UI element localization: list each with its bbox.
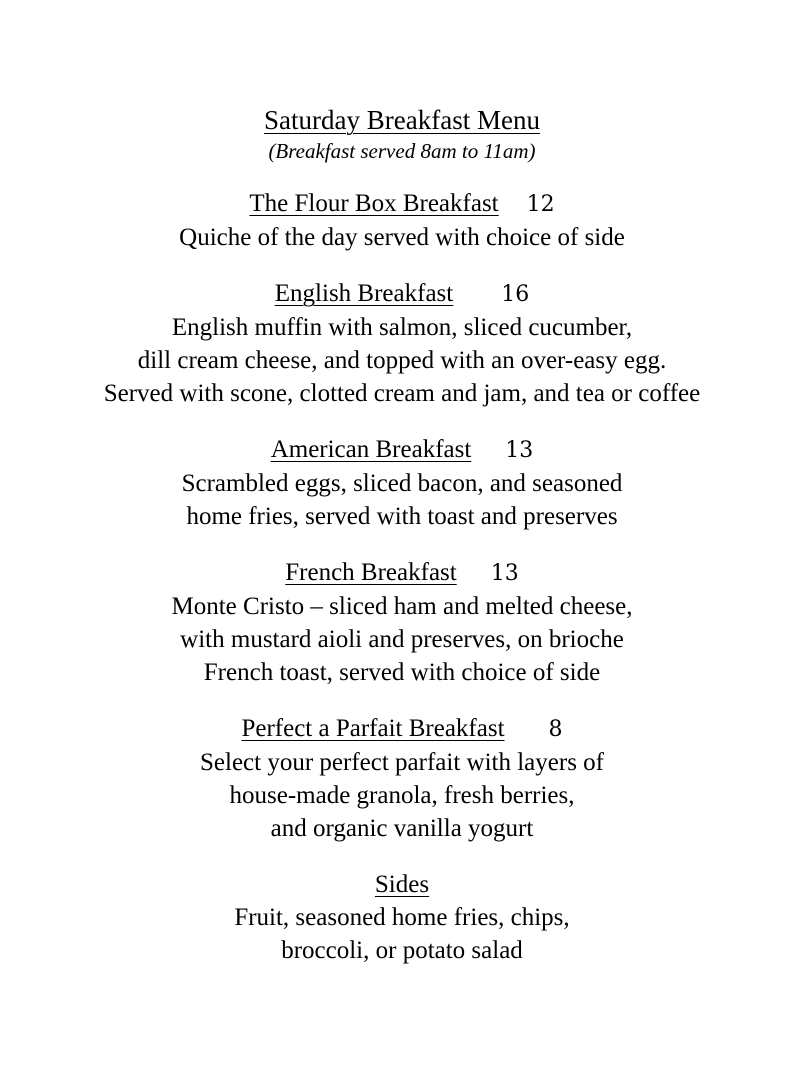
item-description-line: Fruit, seasoned home fries, chips,: [234, 904, 570, 931]
item-name: The Flour Box Breakfast: [249, 190, 499, 217]
menu-title: Saturday Breakfast Menu: [264, 105, 540, 135]
section-heading: [0, 277, 804, 311]
menu-section-parfait: [0, 712, 804, 845]
item-price: 13: [505, 438, 534, 463]
item-description-line: and organic vanilla yogurt: [270, 815, 534, 842]
menu-section-flour-box: [0, 187, 804, 254]
item-description-line: Select your perfect parfait with layers of: [200, 749, 604, 776]
item-description-line: Served with scone, clotted cream and jam, and tea or coffee: [103, 380, 701, 407]
item-description-line: broccoli, or potato salad: [281, 937, 523, 964]
menu-section-french: [0, 556, 804, 689]
item-description-line: with mustard aioli and preserves, on brioche: [180, 626, 624, 653]
item-description-line: Quiche of the day served with choice of side: [179, 224, 625, 251]
menu-section-american: [0, 433, 804, 533]
item-name: French Breakfast: [285, 559, 457, 586]
section-heading: [0, 433, 804, 467]
item-description-line: French toast, served with choice of side: [203, 659, 601, 686]
item-name: English Breakfast: [274, 280, 454, 307]
item-price: 12: [526, 192, 555, 217]
item-price: 16: [501, 282, 530, 307]
menu-section-sides: [0, 868, 804, 967]
section-heading: [0, 187, 804, 221]
item-description-line: Monte Cristo – sliced ham and melted cheese,: [171, 593, 633, 620]
item-description-line: Scrambled eggs, sliced bacon, and seasoned: [181, 470, 623, 497]
item-description-line: English muffin with salmon, sliced cucumber,: [171, 314, 633, 341]
item-description-line: house-made granola, fresh berries,: [229, 782, 575, 809]
section-heading: [0, 868, 804, 901]
section-heading: [0, 556, 804, 590]
item-price: 13: [490, 561, 519, 586]
item-description-line: dill cream cheese, and topped with an over-easy egg.: [137, 347, 667, 374]
item-name: American Breakfast: [270, 436, 472, 463]
menu-subtitle: (Breakfast served 8am to 11am): [268, 139, 536, 163]
section-heading: [0, 712, 804, 746]
item-name: Perfect a Parfait Breakfast: [241, 715, 505, 742]
item-description-line: home fries, served with toast and preserves: [186, 503, 618, 530]
menu-section-english: [0, 277, 804, 410]
item-price: 8: [548, 717, 563, 742]
item-name: Sides: [374, 871, 430, 898]
